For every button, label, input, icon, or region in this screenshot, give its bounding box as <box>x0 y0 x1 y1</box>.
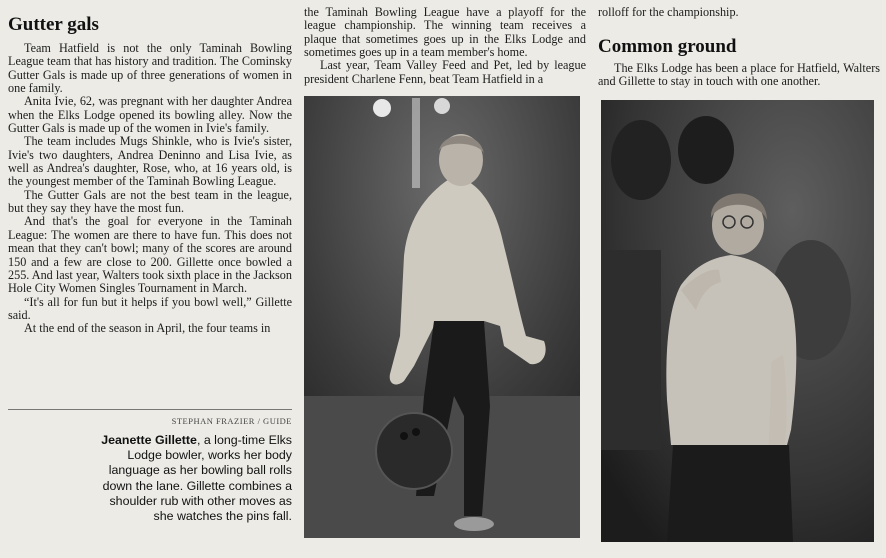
paragraph: “It's all for fun but it helps if you bowl well,” Gillette said. <box>8 294 292 322</box>
paragraph: And that's the goal for everyone in the Taminah League: The women are there to have fun. This does not mean that they can't bowl; many of the scores are around 150 and a few are close to 200. Gillette once bowled a 255. And last year, Walters took sixth place in the Jackson Hole City Women Singles Tournament in March. <box>8 214 292 296</box>
paragraph: the Taminah Bowling League have a playoff for the league championship. The winning team receives a plaque that sometimes goes up in the Elks Lodge and sometimes goes up in a team member's home. <box>304 5 586 60</box>
paragraph: At the end of the season in April, the four teams in <box>24 321 271 336</box>
article-body-col3 <box>598 62 880 89</box>
photo-illustration <box>304 96 580 538</box>
caption-name: Jeanette Gillette <box>101 433 197 447</box>
section-headline-gutter-gals: Gutter gals <box>8 14 99 35</box>
section-headline-common-ground: Common ground <box>598 36 737 57</box>
paragraph: The team includes Mugs Shinkle, who is Ivie's sister, Ivie's two daughters, Andrea Deninno and Lisa Ivie, as well as Andrea's daughter, Rose, who, at 16 years old, is the youngest member of the Taminah Bowling League. <box>8 134 292 189</box>
bowling-photo-watching <box>601 100 874 542</box>
photo-illustration <box>601 100 874 542</box>
caption-divider <box>8 409 292 410</box>
paragraph: rolloff for the championship. <box>598 5 739 19</box>
paragraph: Anita Ivie, 62, was pregnant with her daughter Andrea when the Elks Lodge opened its bowling alley. Now the Gutter Gals is made up of the women in Ivie's family. <box>8 94 292 136</box>
article-body-col1 <box>8 42 292 336</box>
bowling-photo-release <box>304 96 580 538</box>
caption-text: , a long-time Elks Lodge bowler, works her body language as her bowling ball rolls down the lane. Gillette combines a shoulder rub with other moves as she watches the pins fall. <box>102 433 292 524</box>
paragraph: Team Hatfield is not the only Taminah Bowling League team that has history and tradition. The Cominsky Gutter Gals is made up of three generations of women in one family. <box>8 41 292 96</box>
paragraph: The Elks Lodge has been a place for Hatfield, Walters and Gillette to stay in touch with one another. <box>598 61 880 89</box>
article-body-col2 <box>304 6 586 86</box>
photo-credit: STEPHAN FRAZIER / GUIDE <box>171 416 292 426</box>
article-body-col3-top <box>598 6 880 19</box>
photo-caption <box>96 433 292 524</box>
paragraph: The Gutter Gals are not the best team in the league, but they say they have the most fun. <box>8 187 292 216</box>
paragraph: Last year, Team Valley Feed and Pet, led by league president Charlene Fenn, beat Team Hatfield in a <box>304 58 586 86</box>
